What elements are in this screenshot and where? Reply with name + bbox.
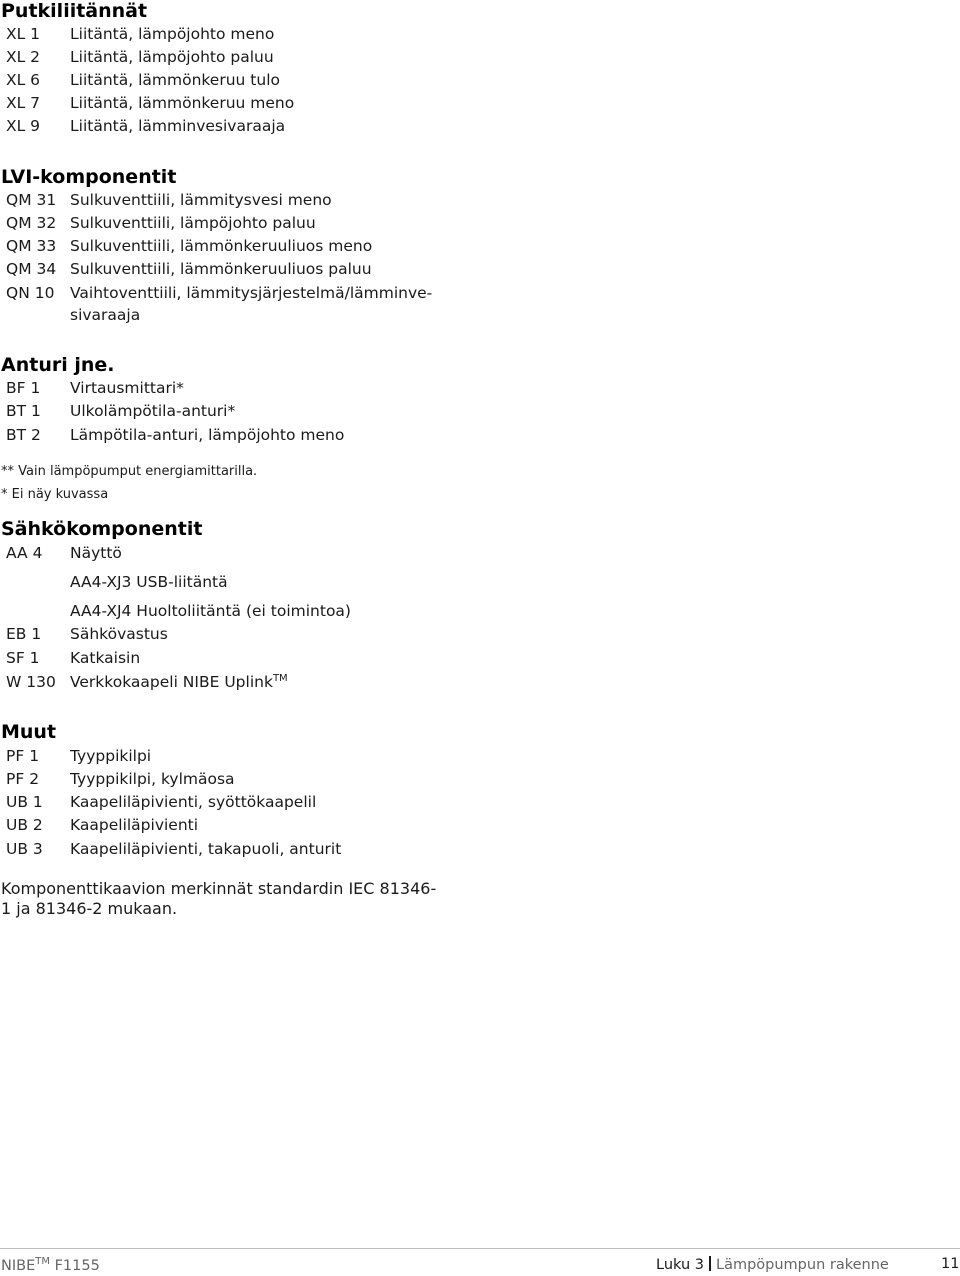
row-code: BT 1 bbox=[6, 402, 41, 420]
row-desc: Kaapeliläpivienti, syöttökaapelil bbox=[70, 793, 317, 811]
row-desc: Sulkuventtiili, lämmönkeruuliuos paluu bbox=[70, 260, 372, 278]
row-desc: Liitäntä, lämmönkeruu meno bbox=[70, 94, 295, 112]
row-desc: Sulkuventtiili, lämmitysvesi meno bbox=[70, 191, 332, 209]
trademark-mark: TM bbox=[272, 673, 288, 684]
row-desc bbox=[70, 673, 288, 691]
row-desc: Vaihtoventtiili, lämmitysjärjestelmä/lämminve- bbox=[70, 284, 433, 302]
footnote-not-shown: * Ei näy kuvassa bbox=[1, 487, 109, 502]
row-desc-continued: sivaraaja bbox=[70, 306, 141, 324]
row-desc: Liitäntä, lämpöjohto meno bbox=[70, 25, 275, 43]
section-title-putkiliitannat: Putkiliitännät bbox=[1, 0, 148, 22]
row-code: W 130 bbox=[6, 673, 56, 691]
section-title-anturi: Anturi jne. bbox=[1, 354, 115, 376]
footnote-energy-meter: ** Vain lämpöpumput energiamittarilla. bbox=[1, 464, 258, 479]
footer-brand-name: NIBE bbox=[1, 1257, 36, 1274]
row-code: BT 2 bbox=[6, 426, 41, 444]
row-desc: Ulkolämpötila-anturi* bbox=[70, 402, 236, 420]
row-code: QM 32 bbox=[6, 214, 57, 232]
row-code: PF 2 bbox=[6, 770, 40, 788]
footer-brand bbox=[1, 1256, 100, 1274]
row-desc: Katkaisin bbox=[70, 649, 141, 667]
section-title-lvi: LVI-komponentit bbox=[1, 166, 177, 188]
row-code: QM 34 bbox=[6, 260, 57, 278]
footer-chapter-number: Luku 3 bbox=[656, 1257, 704, 1273]
footer-page-number: 11 bbox=[941, 1256, 960, 1272]
row-desc: Kaapeliläpivienti, takapuoli, anturit bbox=[70, 840, 342, 858]
footer-model: F1155 bbox=[54, 1257, 100, 1274]
row-code: XL 2 bbox=[6, 48, 41, 66]
row-code: QM 31 bbox=[6, 191, 57, 209]
row-code: QN 10 bbox=[6, 284, 55, 302]
footer-chapter bbox=[656, 1256, 889, 1273]
row-code: SF 1 bbox=[6, 649, 40, 667]
row-desc: Sähkövastus bbox=[70, 625, 168, 643]
section-title-muut: Muut bbox=[1, 721, 57, 743]
row-code: XL 9 bbox=[6, 117, 41, 135]
standard-note-line-2: 1 ja 81346-2 mukaan. bbox=[1, 899, 178, 918]
row-desc: AA4-XJ4 Huoltoliitäntä (ei toimintoa) bbox=[70, 602, 351, 620]
row-desc: Tyyppikilpi, kylmäosa bbox=[70, 770, 235, 788]
row-code: XL 7 bbox=[6, 94, 41, 112]
row-desc: AA4-XJ3 USB-liitäntä bbox=[70, 573, 228, 591]
row-desc: Näyttö bbox=[70, 544, 122, 562]
row-code: UB 2 bbox=[6, 816, 43, 834]
row-desc: Liitäntä, lämpöjohto paluu bbox=[70, 48, 274, 66]
row-code: XL 6 bbox=[6, 71, 41, 89]
row-desc: Tyyppikilpi bbox=[70, 747, 152, 765]
standard-note-line-1: Komponenttikaavion merkinnät standardin IEC 81346- bbox=[1, 879, 437, 898]
footer-separator bbox=[709, 1256, 711, 1271]
row-code: UB 3 bbox=[6, 840, 43, 858]
row-code: QM 33 bbox=[6, 237, 57, 255]
row-desc: Lämpötila-anturi, lämpöjohto meno bbox=[70, 426, 345, 444]
row-code: AA 4 bbox=[6, 544, 43, 562]
row-desc: Liitäntä, lämminvesivaraaja bbox=[70, 117, 286, 135]
row-code: UB 1 bbox=[6, 793, 43, 811]
row-code: BF 1 bbox=[6, 379, 41, 397]
row-desc: Sulkuventtiili, lämmönkeruuliuos meno bbox=[70, 237, 373, 255]
row-code: PF 1 bbox=[6, 747, 40, 765]
row-desc-text: Verkkokaapeli NIBE Uplink bbox=[70, 673, 273, 692]
row-code: EB 1 bbox=[6, 625, 42, 643]
footer-chapter-title: Lämpöpumpun rakenne bbox=[716, 1257, 889, 1273]
footer-trademark: TM bbox=[35, 1256, 50, 1267]
footer-divider bbox=[0, 1248, 960, 1249]
row-desc: Sulkuventtiili, lämpöjohto paluu bbox=[70, 214, 316, 232]
section-title-sahko: Sähkökomponentit bbox=[1, 518, 203, 540]
row-desc: Kaapeliläpivienti bbox=[70, 816, 199, 834]
row-desc: Virtausmittari* bbox=[70, 379, 184, 397]
row-code: XL 1 bbox=[6, 25, 41, 43]
row-desc: Liitäntä, lämmönkeruu tulo bbox=[70, 71, 280, 89]
